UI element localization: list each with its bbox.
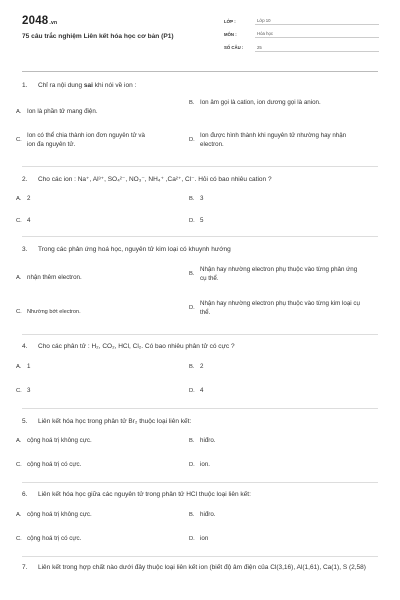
option-text: cộng hoá trị không cực. (27, 511, 92, 518)
option-letter: C. (16, 388, 22, 394)
question-3 (22, 245, 380, 254)
option-text: 2 (27, 195, 31, 202)
question-line (22, 81, 380, 90)
question-line (22, 490, 380, 499)
question-text-pre: Chỉ ra nội dung (38, 82, 84, 89)
option-letter: A. (16, 275, 22, 281)
meta-row-grade (224, 16, 379, 26)
question-divider (22, 166, 378, 167)
option-text: 5 (200, 217, 204, 224)
option-letter: B. (189, 271, 195, 278)
question-number: 4. (22, 343, 28, 350)
option-text: 1 (27, 363, 31, 370)
option-b[interactable] (189, 195, 362, 204)
option-letter: D. (189, 536, 195, 542)
option-text: cộng hoá trị có cực. (27, 535, 82, 542)
question-text: Liên kết hóa học trong phân tử Br₂ thuộc loại liên kết: (38, 418, 192, 425)
meta-label: MÔN : (224, 31, 237, 37)
option-letter: D. (189, 388, 195, 394)
option-text: ion. (200, 461, 210, 468)
option-d[interactable] (189, 132, 362, 149)
option-text: 3 (200, 195, 204, 202)
question-number: 3. (22, 246, 28, 253)
option-b[interactable] (189, 437, 362, 446)
option-a[interactable] (16, 363, 153, 372)
question-text: Liên kết hóa học giữa các nguyên tử trong phân tử HCl thuộc loại liên kết: (38, 491, 251, 498)
question-number: 2. (22, 176, 28, 183)
option-text: hiđro. (200, 437, 216, 444)
site-logo[interactable] (22, 15, 57, 27)
option-a[interactable] (16, 274, 153, 283)
meta-label: SỐ CÂU : (224, 45, 244, 51)
option-c[interactable] (16, 217, 153, 226)
option-b[interactable] (189, 99, 362, 108)
option-b[interactable] (189, 266, 362, 283)
question-5 (22, 417, 380, 426)
option-text: ion (200, 535, 209, 542)
option-text: Ion là phần tử mang điện. (27, 108, 98, 115)
option-d[interactable] (189, 387, 362, 396)
option-text: 3 (27, 387, 31, 394)
option-c[interactable] (16, 387, 153, 396)
option-a[interactable] (16, 511, 153, 520)
meta-info (224, 16, 379, 56)
option-b[interactable] (189, 363, 362, 372)
question-divider (22, 236, 378, 237)
question-number: 5. (22, 418, 28, 425)
option-letter: A. (16, 364, 22, 370)
option-letter: A. (16, 512, 22, 518)
document-title: 75 câu trắc nghiệm Liên kết hóa học cơ bản (P1) (22, 33, 174, 40)
question-4 (22, 342, 380, 351)
option-letter: B. (189, 100, 195, 106)
question-number: 1. (22, 82, 28, 89)
logo-sub: .vn (49, 20, 58, 26)
option-letter: C. (16, 536, 22, 542)
header-divider (22, 71, 378, 72)
option-letter: D. (189, 137, 195, 144)
option-letter: B. (189, 512, 195, 518)
question-text: Trong các phản ứng hoá học, nguyên tử kim loại có khuynh hướng (38, 246, 231, 253)
option-c[interactable] (16, 461, 153, 470)
question-1 (22, 81, 380, 90)
question-divider (22, 482, 378, 483)
option-letter: A. (16, 438, 22, 444)
option-c[interactable] (16, 308, 153, 317)
option-letter: C. (16, 462, 22, 468)
question-line (22, 563, 380, 572)
meta-value: Lớp 10 (255, 17, 379, 25)
option-text: Nhận hay nhường electron phụ thuộc vào từng kim loại cụ thể. (200, 300, 360, 316)
option-letter: B. (189, 438, 195, 444)
option-text: Ion âm gọi là cation, ion dương gọi là anion. (200, 99, 321, 106)
option-text: 2 (200, 363, 204, 370)
option-letter: D. (189, 305, 195, 312)
question-2 (22, 175, 380, 184)
question-text-post: khi nói về ion : (92, 82, 137, 89)
question-text (38, 81, 380, 90)
meta-row-count (224, 43, 379, 53)
option-text: cộng hoá trị không cực. (27, 437, 92, 444)
option-c[interactable] (16, 535, 153, 544)
question-divider (22, 334, 378, 335)
option-d[interactable] (189, 300, 362, 317)
option-text: Nhường bớt electron. (27, 309, 81, 315)
option-letter: D. (189, 218, 195, 224)
option-text: Ion được hình thành khi nguyên tử nhường hay nhận electron. (200, 132, 347, 148)
option-letter: C. (16, 137, 22, 144)
option-a[interactable] (16, 108, 153, 117)
meta-value: 25 (255, 44, 379, 52)
option-d[interactable] (189, 217, 362, 226)
question-number: 7. (22, 564, 28, 571)
option-c[interactable] (16, 132, 153, 149)
option-letter: A. (16, 109, 22, 115)
question-text: Liên kết trong hợp chất nào dưới đây thuộc loại liên kết ion (biết độ âm điện của Cl(3,16), Al(1,61), Ca(1), S (2,58) (38, 564, 366, 571)
question-6 (22, 490, 380, 499)
option-text: hiđro. (200, 511, 216, 518)
question-7 (22, 563, 380, 572)
question-line (22, 417, 380, 426)
option-text: 4 (27, 217, 31, 224)
question-line (22, 342, 380, 351)
question-divider (22, 556, 378, 557)
question-text-bold: sai (83, 82, 93, 89)
option-a[interactable] (16, 437, 153, 446)
question-text: Cho các ion : Na⁺, Al³⁺, SO₄²⁻, NO₃⁻, NH₄⁺ ,Ca²⁺, Cl⁻. Hỏi có bao nhiêu cation ? (38, 176, 272, 183)
option-letter: B. (189, 196, 195, 202)
option-letter: C. (16, 309, 22, 315)
option-text: Nhận hay nhường electron phụ thuộc vào từng phản ứng cụ thể. (200, 266, 358, 282)
option-letter: B. (189, 364, 195, 370)
option-letter: D. (189, 462, 195, 468)
meta-label: LỚP : (224, 18, 236, 24)
question-text: Cho các phân tử : H₂, CO₂, HCl, Cl₂. Có bao nhiêu phân tử có cực ? (38, 343, 235, 350)
option-text: cộng hoá trị có cực. (27, 461, 82, 468)
question-line (22, 175, 380, 184)
option-d[interactable] (189, 535, 362, 544)
option-text: 4 (200, 387, 204, 394)
meta-value: Hóa học (255, 30, 379, 38)
question-line (22, 245, 380, 254)
option-text: Ion có thể chia thành ion đơn nguyên tử và ion đa nguyên tử. (27, 132, 145, 148)
logo-main: 2048 (22, 15, 49, 27)
option-text: nhận thêm electron. (27, 274, 82, 281)
option-a[interactable] (16, 195, 153, 204)
option-b[interactable] (189, 511, 362, 520)
question-divider (22, 408, 378, 409)
option-letter: A. (16, 196, 22, 202)
option-letter: C. (16, 218, 22, 224)
meta-row-subject (224, 29, 379, 39)
option-d[interactable] (189, 461, 362, 470)
question-number: 6. (22, 491, 28, 498)
